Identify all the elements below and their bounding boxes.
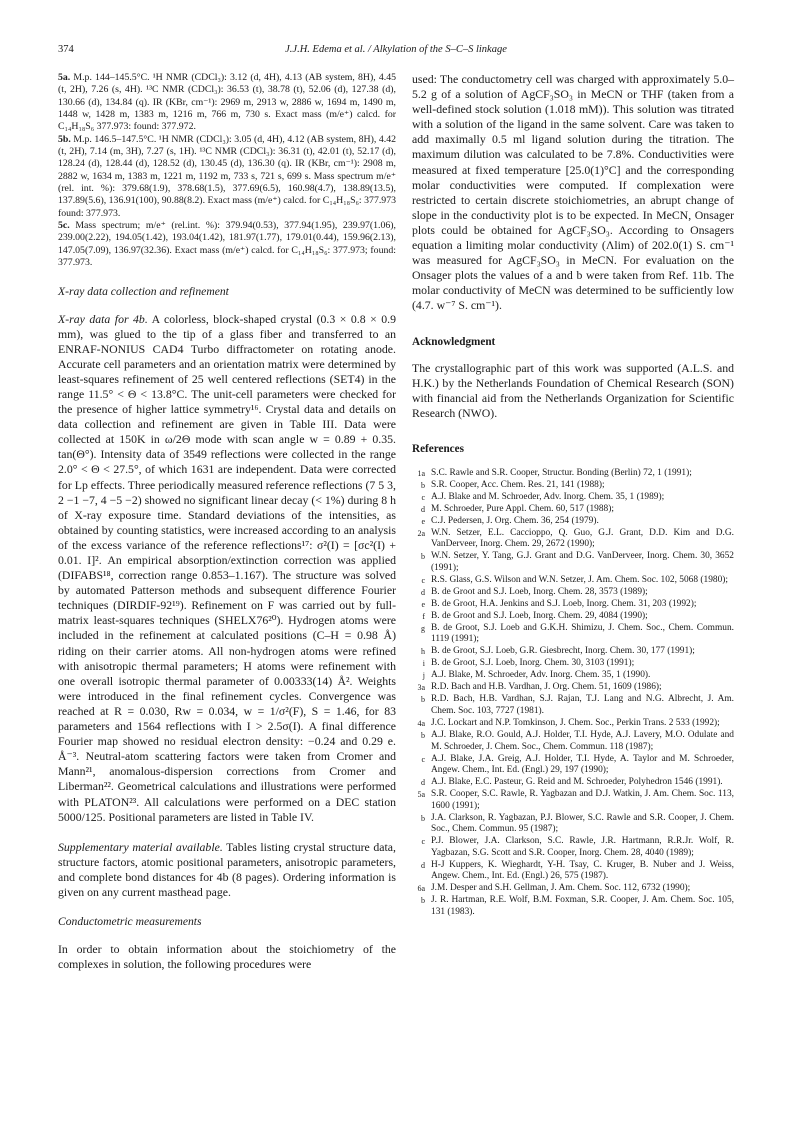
page-number: 374 xyxy=(58,44,74,55)
reference-item xyxy=(412,528,734,551)
compound-data xyxy=(58,72,396,270)
reference-marker: h xyxy=(421,647,425,657)
reference-item xyxy=(412,777,734,789)
reference-item xyxy=(412,670,734,682)
reference-text: A.J. Blake and M. Schroeder, Adv. Inorg. Chem. 35, 1 (1989); xyxy=(431,491,665,502)
reference-marker: b xyxy=(421,552,425,562)
reference-marker: c xyxy=(421,837,425,847)
reference-marker: 6a xyxy=(417,884,425,894)
reference-text: A.J. Blake, J.A. Greig, A.J. Holder, T.I. Hyde, A. Taylor and M. Schroeder, Angew. Chem., Int. Ed. (Engl.) 29, 197 (1990); xyxy=(431,753,734,776)
compound-label: 5a. xyxy=(58,72,71,83)
reference-text: M. Schroeder, Pure Appl. Chem. 60, 517 (1988); xyxy=(431,503,614,514)
reference-text: B. de Groot, S.J. Loeb, G.R. Giesbrecht, Inorg. Chem. 30, 177 (1991); xyxy=(431,646,695,657)
reference-text: R.D. Bach, H.B. Vardhan, S.J. Rajan, T.J. Lang and N.G. Albrecht, J. Am. Chem. Soc. 103, 7727 (1981). xyxy=(431,694,734,716)
reference-text: J.C. Lockart and N.P. Tomkinson, J. Chem. Soc., Perkin Trans. 2 533 (1992); xyxy=(431,717,720,728)
reference-text: S.R. Cooper, S.C. Rawle, R. Yagbazan and D.J. Watkin, J. Am. Chem. Soc. 113, 1600 (1991); xyxy=(431,789,734,811)
reference-item xyxy=(412,754,734,777)
reference-text: R.D. Bach and H.B. Vardhan, J. Org. Chem. 51, 1609 (1986); xyxy=(431,682,662,693)
reference-item xyxy=(412,694,734,717)
reference-text: S.R. Cooper, Acc. Chem. Res. 21, 141 (1988); xyxy=(431,479,605,490)
reference-item xyxy=(412,587,734,599)
reference-text: S.C. Rawle and S.R. Cooper, Structur. Bonding (Berlin) 72, 1 (1991); xyxy=(431,467,692,478)
reference-text: J. R. Hartman, R.E. Wolf, B.M. Foxman, S.R. Cooper, J. Am. Chem. Soc. 105, 131 (1983). xyxy=(431,895,734,917)
reference-text: W.N. Setzer, E.L. Caccioppo, Q. Guo, G.J. Grant, D.D. Kim and D.G. VanDerveer, Inorg. Chem. 29, 2672 (1990); xyxy=(431,527,734,550)
reference-text: A.J. Blake, R.O. Gould, A.J. Holder, T.I. Hyde, A.J. Lavery, M.O. Odulate and M. Schroeder, J. Chem. Soc., Chem. Commun. 118 (1987); xyxy=(431,729,734,752)
reference-marker: d xyxy=(421,860,425,870)
reference-item xyxy=(412,516,734,528)
reference-item xyxy=(412,730,734,753)
reference-text: B. de Groot, S.J. Loeb and G.K.H. Shimizu, J. Chem. Soc., Chem. Commun. 1119 (1991); xyxy=(431,622,734,645)
reference-marker: b xyxy=(421,480,425,490)
reference-marker: d xyxy=(421,778,425,788)
running-title: J.J.H. Edema et al. / Alkylation of the S–C–S linkage xyxy=(285,44,507,55)
reference-marker: b xyxy=(421,695,425,705)
compound-5b xyxy=(58,134,396,220)
reference-item xyxy=(412,492,734,504)
reference-item xyxy=(412,611,734,623)
reference-text: H-J Kuppers, K. Wieghardt, Y-H. Tsay, C. Kruger, B. Nuber and J. Weiss, Angew. Chem., Int. Ed. (Engl.) 26, 575 (1987). xyxy=(431,859,734,882)
reference-marker: i xyxy=(422,659,425,669)
reference-item xyxy=(412,551,734,574)
conductometric-paragraph-start: In order to obtain information about the stoichiometry of the complexes in solution, the following procedures were xyxy=(58,942,396,972)
reference-marker: 1a xyxy=(417,468,425,478)
reference-text: J.M. Desper and S.H. Gellman, J. Am. Chem. Soc. 112, 6732 (1990); xyxy=(431,883,691,894)
reference-marker: 5a xyxy=(417,790,425,800)
section-heading-xray: X-ray data collection and refinement xyxy=(58,284,229,298)
supplementary-body: Tables listing crystal structure data, structure factors, atomic positional parameters, anisotropic parameters, and complete bond distances for 4b (8 pages). Ordering information is given on any current masthead page. xyxy=(58,839,396,899)
reference-text: C.J. Pedersen, J. Org. Chem. 36, 254 (1979). xyxy=(431,515,599,526)
reference-text: B. de Groot, H.A. Jenkins and S.J. Loeb, Inorg. Chem. 31, 203 (1992); xyxy=(431,598,697,609)
reference-marker: c xyxy=(421,754,425,764)
reference-item xyxy=(412,658,734,670)
reference-item xyxy=(412,718,734,730)
reference-item xyxy=(412,468,734,480)
section-heading-conductometric: Conductometric measurements xyxy=(58,915,202,929)
reference-item xyxy=(412,480,734,492)
reference-marker: j xyxy=(422,671,425,681)
compound-text: Mass spectrum; m/e⁺ (rel.int. %): 379.94(0.53), 377.94(1.95), 239.97(1.06), 239.00(2.22), 194.05(1.42), 193.04(1.42), 181.97(1.77), 179.01(0.44), 159.96(2.13), 147.05(7.09), 136.97(32.36). Exact mass (m/e⁺) calcd. for C₁₄H₁₈S₆: 377.973; found: 377.973. xyxy=(58,220,396,269)
reference-item xyxy=(412,789,734,812)
reference-text: B. de Groot, S.J. Loeb, Inorg. Chem. 30, 3103 (1991); xyxy=(431,658,635,669)
supplementary-paragraph xyxy=(58,840,396,900)
reference-marker: d xyxy=(421,504,425,514)
left-column xyxy=(58,72,396,972)
right-column xyxy=(412,72,734,919)
reference-marker: e xyxy=(421,516,425,526)
reference-marker: e xyxy=(421,599,425,609)
reference-marker: 2a xyxy=(417,528,425,538)
reference-item xyxy=(412,813,734,836)
compound-text: M.p. 146.5–147.5°C. ¹H NMR (CDCl₃): 3.05 (d, 4H), 4.12 (AB system, 8H), 4.42 (t, 2H), 7.14 (m, 3H), 7.27 (s, 1H). ¹³C NMR (CDCl₃): 36.31 (t), 42.01 (t), 52.17 (d), 128.24 (d), 128.44 (d), 128.52 (d), 130.45 (d), 136.30 (q). IR (KBr, cm⁻¹): 2908 m, 2882 w, 1634 m, 1383 m, 1221 m, 1192 m, 733 s, 721 s, 699 s. Mass spectrum m/e⁺ (rel. int. %): 379.68(1.9), 378.68(1.5), 377.69(6.5), 160.98(4.7), 138.89(13.5), 137.89(5.6), 136.91(100), 90.88(8.2). Exact mass (m/e⁺) calcd. for C₁₄H₁₈S₆: 377.973 found: 377.973. xyxy=(58,133,396,219)
reference-item xyxy=(412,504,734,516)
page-header xyxy=(58,44,734,60)
reference-item xyxy=(412,682,734,694)
compound-5c xyxy=(58,220,396,269)
compound-text: M.p. 144–145.5°C. ¹H NMR (CDCl₃): 3.12 (d, 4H), 4.13 (AB system, 8H), 4.45 (t, 2H), 7.26 (s, 4H). ¹³C NMR (CDCl₃): 36.53 (t), 38.78 (t), 52.06 (d), 127.38 (d), 130.66 (d), 134.84 (q). IR (KBr, cm⁻¹): 2969 m, 2913 w, 2886 w, 1694 m, 1490 m, 1448 w, 1428 m, 1383 m, 1216 m, 766 m, 730 s. Exact mass (m/e⁺) calcd. for C₁₄H₁₈S₆ 377.973: found: 377.972. xyxy=(58,72,396,133)
reference-text: A.J. Blake, E.C. Pasteur, G. Reid and M. Schroeder, Polyhedron 1546 (1991). xyxy=(431,777,723,788)
reference-text: R.S. Glass, G.S. Wilson and W.N. Setzer, J. Am. Chem. Soc. 102, 5068 (1980); xyxy=(431,574,728,585)
reference-marker: c xyxy=(421,575,425,585)
reference-marker: b xyxy=(421,730,425,740)
reference-marker: g xyxy=(421,623,425,633)
reference-item xyxy=(412,623,734,646)
reference-marker: c xyxy=(421,492,425,502)
compound-5a xyxy=(58,72,396,134)
reference-item xyxy=(412,646,734,658)
xray-paragraph xyxy=(58,312,396,825)
reference-text: J.A. Clarkson, R. Yagbazan, P.J. Blower, S.C. Rawle and S.R. Cooper, J. Chem. Soc., Chem. Commun. 95 (1987); xyxy=(431,812,734,835)
conductometric-paragraph-continued: used: The conductometry cell was charged with approximately 5.0–5.2 g of a solution of AgCF₃SO₃ in MeCN or THF (taken from a well-defined stock solution (1.018 mM)). This solution was titrated with a solution of the ligand in the same solvent. Care was taken to add maximally 0.5 ml ligand solution during the titration. The maximum dilution was calculated to be 7.8%. Conductivities were measured at fixed temperature [25.0(1)°C] and the corresponding molar conductivities were computed. If complexation were restricted to certain discrete stoichiometries, an abrupt change of slope in the conductivity plot is to be expected. In MeCN, Onsager plots could be obtained for AgCF₃SO₃. According to Onsagers equation a limiting molar conductivity (Λlim) of 202.0(1) S. cm⁻¹ was measured for AgCF₃SO₃ in MeCN. For evaluation on the Onsager plots the values of a and b were taken from Ref. 11b. The molar conductivity of MeCN was determined to be sufficiently low (4.7. w⁻⁷ S. cm⁻¹). xyxy=(412,72,734,313)
reference-item xyxy=(412,836,734,859)
xray-lead: X-ray data for 4b. xyxy=(58,311,148,326)
reference-marker: 3a xyxy=(417,683,425,693)
reference-text: B. de Groot and S.J. Loeb, Inorg. Chem. 29, 4084 (1990); xyxy=(431,610,648,621)
xray-body: A colorless, block-shaped crystal (0.3 × 0.8 × 0.9 mm), was glued to the tip of a glass fiber and transferred to an ENRAF-NONIUS CAD4 Turbo diffractometer on rotating anode. Accurate cell parameters and an orientation matrix were determined by least-squares refinement of 25 well centered reflections (SET4) in the range 11.5° < Θ < 13.8°C. The unit-cell parameters were checked for the presence of higher lattice symmetry¹⁶. Crystal data and details on data collection and refinement are given in Table III. Data were collected at 150K in ω/2Θ mode with scan angle w = 0.89 + 0.35. tan(Θ°). Intensity data of 3549 reflections were collected in the range 2.0° < Θ < 27.5°, of which 1631 are independent. Data were corrected for Lp effects. Three periodically measured reference reflections (7 5 3, 2 −1 −7, 4 −5 −2) showed no significant linear decay (< 1%) during 8 h of X-ray exposure time. Standard deviations of the intensities, as obtained by counting statistics, were increased according to an analysis of the excess variance of the reference reflections¹⁷: σ²(I) = [σc²(I) + 0.01. I]². An empirical absorption/extinction correction was applied (DIFABS¹⁸, correction range 0.853–1.167). The structure was solved by automated Patterson methods and subsequent difference Fourier techniques (DIRDIF-92¹⁹). Refinement on F was carried out by full-matrix least-squares techniques (SHELX76²⁰). Hydrogen atoms were included in the refinement at calculated positions (C–H = 0.98 Å) riding on their carrier atoms. All non-hydrogen atoms were refined with anisotropic thermal parameters; H atoms were refinement with one overall isotropic thermal parameter of 0.00333(14) Å². Weights were introduced in the final refinement cycles. Convergence was reached at R = 0.030, Rw = 0.034, w = 1/σ²(F), S = 1.46, for 83 parameters and 1564 reflections with I > 2.5σ(I). A final difference Fourier map showed no residual electron density: −0.24 and 0.29 e. Å⁻³. Neutral-atom scattering factors were taken from Cromer and Mann²¹, anomalous-dispersion corrections from Cromer and Liberman²². Geometrical calculations and illustrations were performed with PLATON²³. All calculations were performed on a DEC station 5000/125. Positional parameters are listed in Table IV. xyxy=(58,311,396,824)
acknowledgment-paragraph: The crystallographic part of this work was supported (A.L.S. and H.K.) by the Netherlands Foundation of Chemical Research (SON) with financial aid from the Netherlands Organization for Scientific Research (NWO). xyxy=(412,360,734,420)
section-heading-references: References xyxy=(412,442,464,455)
reference-marker: d xyxy=(421,587,425,597)
reference-marker: b xyxy=(421,813,425,823)
reference-item xyxy=(412,883,734,895)
reference-text: W.N. Setzer, Y. Tang, G.J. Grant and D.G. VanDerveer, Inorg. Chem. 30, 3652 (1991); xyxy=(431,551,734,573)
reference-marker: b xyxy=(421,896,425,906)
section-heading-acknowledgment: Acknowledgment xyxy=(412,335,496,348)
reference-list xyxy=(412,468,734,919)
reference-marker: 4a xyxy=(417,718,425,728)
reference-marker: f xyxy=(422,611,425,621)
reference-text: A.J. Blake, M. Schroeder, Adv. Inorg. Chem. 35, 1 (1990). xyxy=(431,670,651,681)
reference-item xyxy=(412,860,734,883)
compound-label: 5c. xyxy=(58,220,70,232)
reference-item xyxy=(412,599,734,611)
reference-item xyxy=(412,895,734,918)
reference-text: B. de Groot and S.J. Loeb, Inorg. Chem. 28, 3573 (1989); xyxy=(431,586,648,597)
reference-text: P.J. Blower, J.A. Clarkson, S.C. Rawle, J.R. Hartmann, R.R.Jr. Wolf, R. Yagbazan, S.G. Scott and S.R. Cooper, Inorg. Chem. 28, 4040 (1989); xyxy=(431,836,734,858)
reference-item xyxy=(412,575,734,587)
compound-label: 5b. xyxy=(58,133,71,145)
supplementary-lead: Supplementary material available. xyxy=(58,839,223,854)
